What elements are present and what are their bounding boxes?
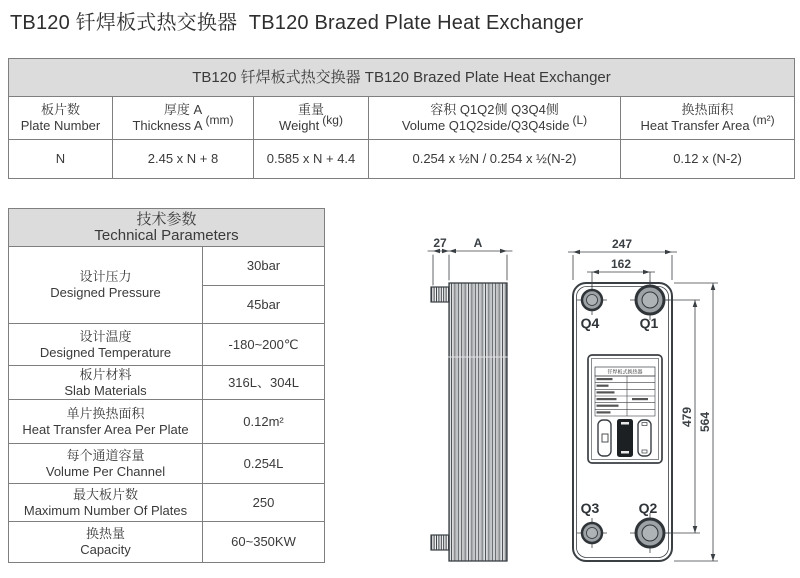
- port-label-q1: Q1: [639, 315, 659, 331]
- dim-label-247: 247: [611, 237, 633, 251]
- value-weight: 0.585 x N + 4.4: [254, 140, 369, 179]
- spec-table-title: TB120 钎焊板式热交换器 TB120 Brazed Plate Heat Exchanger: [9, 59, 795, 97]
- row-capacity: [9, 522, 325, 563]
- value-max-plates: 250: [203, 484, 325, 522]
- dim-label-479: 479: [680, 406, 694, 428]
- label-volume-per-channel: 每个通道容量 Volume Per Channel: [9, 444, 203, 484]
- col-header-volume: 容积 Q1Q2侧 Q3Q4侧 Volume Q1Q2side/Q3Q4side (L): [369, 97, 621, 140]
- port-label-q4: Q4: [580, 315, 600, 331]
- port-label-q2: Q2: [638, 500, 658, 516]
- row-max-plates: [9, 484, 325, 522]
- row-volume-per-channel: [9, 444, 325, 484]
- side-view: [428, 236, 512, 561]
- side-nozzle-bottom: [431, 535, 449, 550]
- technical-parameters-table: [8, 208, 325, 563]
- value-pressure-1: 30bar: [203, 247, 325, 286]
- value-pressure-2: 45bar: [203, 286, 325, 324]
- page-title: TB120 钎焊板式热交换器 TB120 Brazed Plate Heat Exchanger: [10, 12, 584, 34]
- value-designed-temperature: -180~200℃: [203, 324, 325, 366]
- spec-table-data-row: [9, 140, 795, 179]
- spec-table-header-row: [9, 97, 795, 140]
- plate-pack: [449, 283, 507, 561]
- row-area-per-plate: [9, 400, 325, 444]
- spec-table-title-row: [9, 59, 795, 97]
- label-slab-materials: 板片材料 Slab Materials: [9, 366, 203, 400]
- col-header-plate-number: 板片数 Plate Number: [9, 97, 113, 140]
- value-plate-number: N: [9, 140, 113, 179]
- nameplate-title: 钎焊板式换热器: [607, 369, 643, 376]
- col-header-thickness: 厚度 A Thickness A (mm): [113, 97, 254, 140]
- col-header-heat-transfer-area: 换热面积 Heat Transfer Area (m²): [621, 97, 795, 140]
- value-capacity: 60~350KW: [203, 522, 325, 563]
- row-designed-temperature: [9, 324, 325, 366]
- value-heat-transfer-area: 0.12 x (N-2): [621, 140, 795, 179]
- technical-drawing: [400, 210, 800, 573]
- value-area-per-plate: 0.12m²: [203, 400, 325, 444]
- dim-label-27: 27: [433, 236, 447, 250]
- spec-table: [8, 58, 795, 179]
- dim-label-162: 162: [610, 257, 632, 271]
- tech-table-title: 技术参数 Technical Parameters: [9, 209, 325, 247]
- dim-label-A: A: [473, 236, 483, 250]
- label-max-plates: 最大板片数 Maximum Number Of Plates: [9, 484, 203, 522]
- tech-table-title-row: [9, 209, 325, 247]
- label-designed-pressure: 设计压力 Designed Pressure: [9, 247, 203, 324]
- col-header-weight: 重量 Weight (kg): [254, 97, 369, 140]
- front-view: [568, 237, 718, 561]
- nameplate: [588, 355, 662, 463]
- side-nozzle-top: [431, 287, 449, 302]
- value-volume-per-channel: 0.254L: [203, 444, 325, 484]
- label-area-per-plate: 单片换热面积 Heat Transfer Area Per Plate: [9, 400, 203, 444]
- label-capacity: 换热量 Capacity: [9, 522, 203, 563]
- value-slab-materials: 316L、304L: [203, 366, 325, 400]
- port-label-q3: Q3: [580, 500, 600, 516]
- value-thickness: 2.45 x N + 8: [113, 140, 254, 179]
- row-designed-pressure: [9, 247, 325, 286]
- row-slab-materials: [9, 366, 325, 400]
- dim-label-564: 564: [698, 411, 712, 433]
- label-designed-temperature: 设计温度 Designed Temperature: [9, 324, 203, 366]
- value-volume: 0.254 x ½N / 0.254 x ½(N-2): [369, 140, 621, 179]
